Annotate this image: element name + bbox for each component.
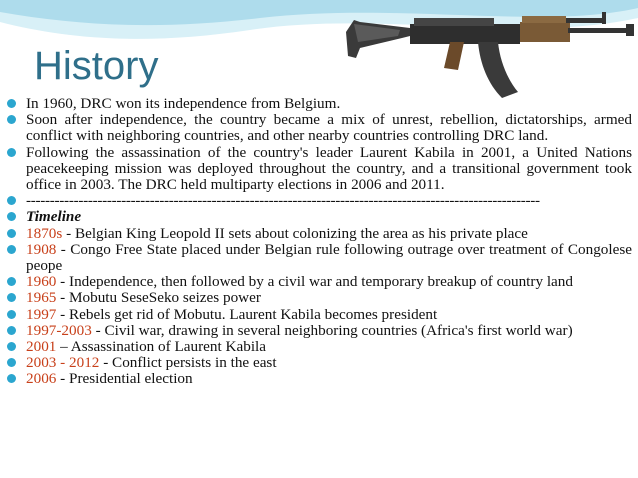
timeline-item [0,242,638,274]
timeline-year: 1965 [26,289,57,307]
timeline-year: 1960 [26,273,57,291]
timeline-item [0,371,638,387]
bullet-icon [7,115,16,124]
timeline-item [0,274,638,290]
bullet-icon [7,374,16,383]
timeline-text: - Rebels get rid of Mobutu. Laurent Kabila becomes president [56,305,438,323]
timeline-year: 1870s [26,224,63,242]
timeline-text: - Independence, then followed by a civil war and temporary breakup of country land [56,273,573,291]
timeline-year: 1997 [26,305,57,323]
timeline-text: - Congo Free State placed under Belgian rule following outrage over treatment of Congolese peope [26,240,632,275]
bullet-icon [7,99,16,108]
timeline-heading: Timeline [26,208,82,226]
bullet-icon [7,245,16,254]
bullet-icon [7,342,16,351]
intro-text: Following the assassination of the country's leader Laurent Kabila in 2001, a United Nations peacekeeping mission was deployed throughout the country, and a transitional government took office in 2003. The DRC held multiparty elections in 2006 and 2011. [26,143,632,194]
timeline-item [0,307,638,323]
list-item [0,193,638,209]
timeline-year: 2006 [26,370,57,388]
timeline-text: – Assassination of Laurent Kabila [56,338,267,356]
timeline-text: - Conflict persists in the east [99,354,277,372]
timeline-year: 1908 [26,240,57,258]
timeline-text: - Belgian King Leopold II sets about colonizing the area as his private place [62,224,528,242]
list-item [0,96,638,112]
bullet-icon [7,229,16,238]
timeline-year: 2003 - 2012 [26,354,100,372]
bullet-icon [7,326,16,335]
bullet-icon [7,293,16,302]
timeline-text: - Mobutu SeseSeko seizes power [56,289,261,307]
intro-text: Soon after independence, the country became a mix of unrest, rebellion, dictatorships, armed conflict with neighboring countries, and other nearby countries controlling DRC land. [26,111,632,145]
timeline-item [0,339,638,355]
bullet-icon [7,196,16,205]
bullet-icon [7,148,16,157]
bullet-icon [7,358,16,367]
intro-text: In 1960, DRC won its independence from Belgium. [26,95,341,112]
timeline-text: - Presidential election [56,370,193,388]
timeline-item [0,290,638,306]
separator-line: ------------------------------------------------------------------------------------------------------------ [26,193,540,210]
timeline-year: 2001 [26,338,57,356]
timeline-text: - Civil war, drawing in several neighboring countries (Africa's first world war) [91,321,573,339]
bullet-icon [7,277,16,286]
timeline-year: 1997-2003 [26,321,92,339]
timeline-item [0,355,638,371]
timeline-item [0,323,638,339]
bullet-icon [7,310,16,319]
slide-title: History [34,44,159,88]
rifle-image [340,2,638,100]
bullet-icon [7,212,16,221]
list-item [0,112,638,144]
list-item [0,209,638,225]
history-bullet-list [0,96,638,388]
timeline-item [0,226,638,242]
list-item [0,145,638,194]
